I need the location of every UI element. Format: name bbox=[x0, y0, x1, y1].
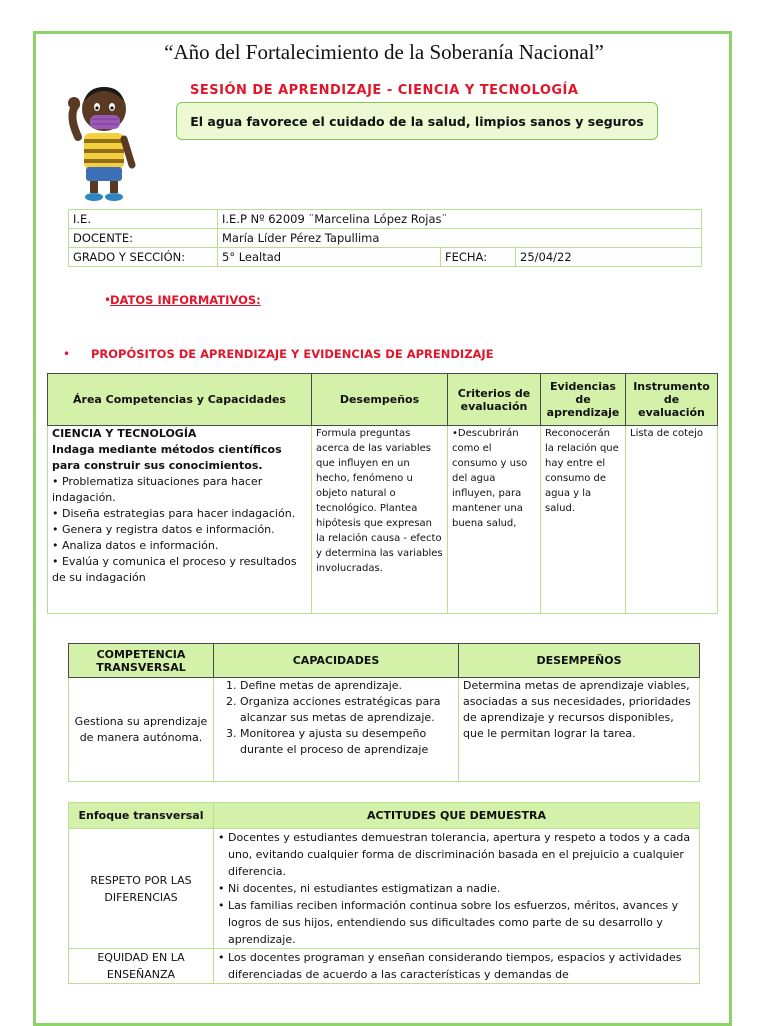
enfoque-table bbox=[68, 802, 700, 984]
table-row bbox=[69, 248, 702, 267]
col-header: Criterios de evaluación bbox=[448, 374, 541, 426]
instrumento-cell: Lista de cotejo bbox=[626, 426, 718, 614]
col-header: Instrumento de evaluación bbox=[626, 374, 718, 426]
enfoque-cell: EQUIDAD EN LA ENSEÑANZA bbox=[69, 949, 214, 984]
col-header: Enfoque transversal bbox=[69, 803, 214, 829]
criterios-cell: •Descubrirán como el consumo y uso del agua influyen, para mantener una buena salud, bbox=[448, 426, 541, 614]
competencia-table bbox=[68, 643, 700, 782]
area-name: CIENCIA Y TECNOLOGÍA bbox=[52, 427, 197, 440]
list-item: • Los docentes programan y enseñan considerando tiempos, espacios y actividades diferenciadas de acuerdo a las características y demandas de bbox=[218, 951, 682, 981]
fecha-label: FECHA: bbox=[441, 248, 516, 267]
info-table bbox=[68, 209, 702, 267]
list-item: 3. Monitorea y ajusta su desempeño durante el proceso de aprendizaje bbox=[240, 726, 454, 758]
list-item: • Las familias reciben información continua sobre los esfuerzos, méritos, avances y logros de sus hijos, entendiendo sus dificultades como parte de su desarrollo y aprendizaje. bbox=[218, 899, 679, 946]
fecha-value: 25/04/22 bbox=[516, 248, 702, 267]
child-illustration bbox=[62, 75, 142, 203]
capacidades-cell bbox=[214, 678, 459, 782]
list-item: • Diseña estrategias para hacer indagación. bbox=[52, 507, 296, 520]
docente-value: María Líder Pérez Tapullima bbox=[218, 229, 702, 248]
bullet-icon: • bbox=[104, 293, 112, 307]
docente-label: DOCENTE: bbox=[69, 229, 218, 248]
competencia-cell: Gestiona su aprendizaje de manera autónoma. bbox=[69, 678, 214, 782]
table-row bbox=[69, 949, 700, 984]
list-item: • Genera y registra datos e información. bbox=[52, 523, 275, 536]
col-header: ACTITUDES QUE DEMUESTRA bbox=[214, 803, 700, 829]
bullet-icon: • bbox=[63, 347, 71, 361]
table-row bbox=[69, 229, 702, 248]
ie-value: I.E.P Nº 62009 ¨Marcelina López Rojas¨ bbox=[218, 210, 702, 229]
grado-value: 5° Lealtad bbox=[218, 248, 441, 267]
table-row bbox=[48, 426, 718, 614]
propositos-heading: PROPÓSITOS DE APRENDIZAJE Y EVIDENCIAS DE APRENDIZAJE bbox=[91, 347, 494, 361]
desempenos-cell: Determina metas de aprendizaje viables, asociadas a sus necesidades, prioridades de aprendizaje y recursos disponibles, que le permitan lograr la tarea. bbox=[459, 678, 700, 782]
list-item: • Docentes y estudiantes demuestran tolerancia, apertura y respeto a todos y a cada uno, evitando cualquier forma de discriminación basada en el prejuicio a cualquier diferencia. bbox=[218, 831, 691, 878]
desempenos-cell: Formula preguntas acerca de las variables que influyen en un hecho, fenómeno u objeto natural o tecnológico. Plantea hipótesis que expresan la relación causa - efecto y determina las variables involucradas. bbox=[312, 426, 448, 614]
enfoque-cell: RESPETO POR LAS DIFERENCIAS bbox=[69, 829, 214, 949]
table-header-row bbox=[48, 374, 718, 426]
purposes-table bbox=[47, 373, 718, 614]
list-item: 2. Organiza acciones estratégicas para alcanzar sus metas de aprendizaje. bbox=[240, 694, 454, 726]
table-header-row bbox=[69, 644, 700, 678]
table-header-row bbox=[69, 803, 700, 829]
list-item: • Ni docentes, ni estudiantes estigmatizan a nadie. bbox=[218, 882, 501, 895]
col-header: Área Competencias y Capacidades bbox=[48, 374, 312, 426]
actitudes-cell bbox=[214, 829, 700, 949]
table-row bbox=[69, 829, 700, 949]
col-header: CAPACIDADES bbox=[214, 644, 459, 678]
list-item: 1. Define metas de aprendizaje. bbox=[240, 678, 454, 694]
session-title: SESIÓN DE APRENDIZAJE - CIENCIA Y TECNOLOGÍA bbox=[190, 83, 579, 98]
grado-label: GRADO Y SECCIÓN: bbox=[69, 248, 218, 267]
table-row bbox=[69, 678, 700, 782]
actitudes-cell bbox=[214, 949, 700, 984]
year-title: “Año del Fortalecimiento de la Soberanía Nacional” bbox=[164, 40, 604, 64]
area-cell bbox=[48, 426, 312, 614]
col-header: Evidencias de aprendizaje bbox=[541, 374, 626, 426]
evidencias-cell: Reconocerán la relación que hay entre el consumo de agua y la salud. bbox=[541, 426, 626, 614]
session-subtitle: El agua favorece el cuidado de la salud, limpios sanos y seguros bbox=[176, 102, 658, 140]
list-item: • Analiza datos e información. bbox=[52, 539, 219, 552]
table-row bbox=[69, 210, 702, 229]
list-item: • Evalúa y comunica el proceso y resultados de su indagación bbox=[52, 555, 297, 584]
col-header: DESEMPEÑOS bbox=[459, 644, 700, 678]
col-header: COMPETENCIA TRANSVERSAL bbox=[69, 644, 214, 678]
col-header: Desempeños bbox=[312, 374, 448, 426]
datos-heading: DATOS INFORMATIVOS: bbox=[110, 293, 261, 307]
competencia-name: Indaga mediante métodos científicos para construir sus conocimientos. bbox=[52, 443, 282, 472]
ie-label: I.E. bbox=[69, 210, 218, 229]
list-item: • Problematiza situaciones para hacer indagación. bbox=[52, 475, 263, 504]
